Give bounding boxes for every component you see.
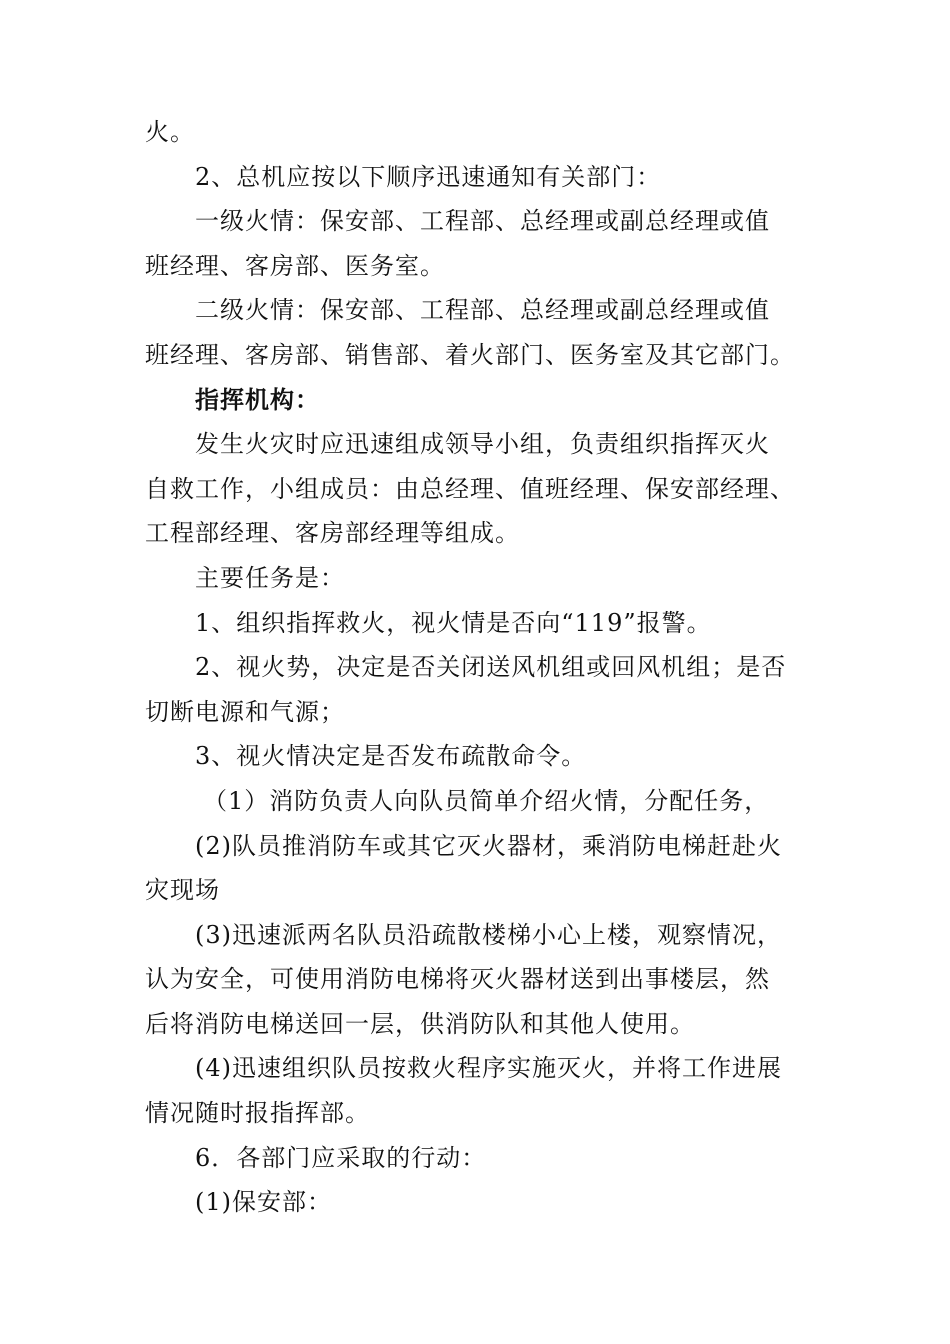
paragraph-line: (1)保安部： xyxy=(195,1188,332,1217)
paragraph-line: 二级火情：保安部、工程部、总经理或副总经理或值 xyxy=(195,296,770,325)
paragraph-line: 自救工作，小组成员：由总经理、值班经理、保安部经理、 xyxy=(145,474,795,503)
paragraph-line: 班经理、客房部、医务室。 xyxy=(145,251,445,280)
paragraph-line: 切断电源和气源； xyxy=(145,697,345,726)
paragraph-line: 灾现场 xyxy=(145,876,220,905)
paragraph-line: 火。 xyxy=(145,118,195,146)
section-heading: 指挥机构： xyxy=(195,384,320,414)
paragraph-line: 工程部经理、客房部经理等组成。 xyxy=(145,519,520,548)
paragraph-line: 班经理、客房部、销售部、着火部门、医务室及其它部门。 xyxy=(145,340,795,369)
paragraph-line: 6．各部门应采取的行动： xyxy=(195,1143,487,1172)
paragraph-line: (4)迅速组织队员按救火程序实施灭火，并将工作进展 xyxy=(195,1054,782,1083)
paragraph-line: 1、组织指挥救火，视火情是否向“119”报警。 xyxy=(195,608,712,637)
paragraph-line: 主要任务是： xyxy=(195,563,345,592)
document-body xyxy=(145,110,805,1225)
paragraph-line: 发生火灾时应迅速组成领导小组，负责组织指挥灭火 xyxy=(195,430,770,459)
paragraph-line: 一级火情：保安部、工程部、总经理或副总经理或值 xyxy=(195,207,770,236)
paragraph-line: 认为安全，可使用消防电梯将灭火器材送到出事楼层，然 xyxy=(145,965,770,994)
paragraph-line: (2)队员推消防车或其它灭火器材，乘消防电梯赶赴火 xyxy=(195,831,782,860)
paragraph-line: (3)迅速派两名队员沿疏散楼梯小心上楼，观察情况， xyxy=(195,920,782,949)
paragraph-line: 2、视火势，决定是否关闭送风机组或回风机组；是否 xyxy=(195,653,787,682)
paragraph-line: 2、总机应按以下顺序迅速通知有关部门： xyxy=(195,162,662,191)
paragraph-line: 情况随时报指挥部。 xyxy=(145,1099,370,1128)
paragraph-line: （1）消防负责人向队员简单介绍火情，分配任务， xyxy=(203,786,770,815)
paragraph-line: 3、视火情决定是否发布疏散命令。 xyxy=(195,742,587,771)
paragraph-line: 后将消防电梯送回一层，供消防队和其他人使用。 xyxy=(145,1009,695,1038)
